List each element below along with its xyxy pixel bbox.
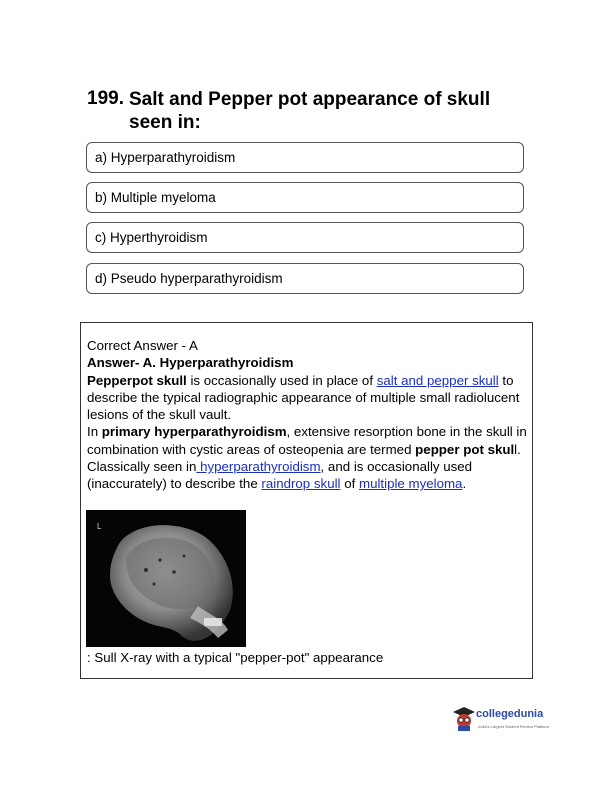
option-a[interactable]: a) Hyperparathyroidism bbox=[86, 142, 524, 173]
graduate-mascot-icon bbox=[452, 706, 476, 732]
skull-xray-image bbox=[86, 510, 246, 647]
answer-paragraph-3: Classically seen in hyperparathyroidism, and is occasionally used (inaccurately) to describe the raindrop skull of multiple myeloma. bbox=[87, 459, 473, 492]
answer-content bbox=[87, 337, 527, 493]
option-b[interactable]: b) Multiple myeloma bbox=[86, 182, 524, 213]
option-c[interactable]: c) Hyperthyroidism bbox=[86, 222, 524, 253]
image-caption: : Sull X-ray with a typical "pepper-pot" appearance bbox=[87, 650, 384, 665]
correct-answer: Correct Answer - A bbox=[87, 338, 198, 353]
logo-tagline: India's Largest Student Review Platform bbox=[478, 724, 550, 729]
logo-wordmark: collegedunia bbox=[476, 708, 544, 720]
question-number: 199. bbox=[87, 88, 124, 109]
multiple-myeloma-link[interactable]: multiple myeloma bbox=[359, 476, 463, 492]
answer-paragraph-2: In primary hyperparathyroidism, extensive resorption bone in the skull in combination with cystic areas of osteopenia are termed pepper pot skull. bbox=[87, 424, 527, 457]
answer-heading: Answer- A. Hyperparathyroidism bbox=[87, 355, 294, 371]
option-d[interactable]: d) Pseudo hyperparathyroidism bbox=[86, 263, 524, 294]
skull-xray-drawing bbox=[86, 510, 246, 647]
hyperparathyroidism-link[interactable]: hyperparathyroidism bbox=[196, 459, 321, 475]
answer-paragraph-1: Pepperpot skull is occasionally used in place of salt and pepper skull to describe the typical radiographic appearance of multiple small radiolucent lesions of the skull vault. bbox=[87, 372, 520, 423]
bold-term: Pepperpot skull bbox=[87, 372, 187, 388]
question-text: Salt and Pepper pot appearance of skull seen in: bbox=[129, 89, 491, 133]
raindrop-skull-link[interactable]: raindrop skull bbox=[261, 476, 341, 492]
collegedunia-logo[interactable] bbox=[452, 706, 562, 736]
salt-and-pepper-skull-link[interactable]: salt and pepper skull bbox=[376, 372, 499, 388]
xray-marker: L bbox=[97, 522, 102, 531]
